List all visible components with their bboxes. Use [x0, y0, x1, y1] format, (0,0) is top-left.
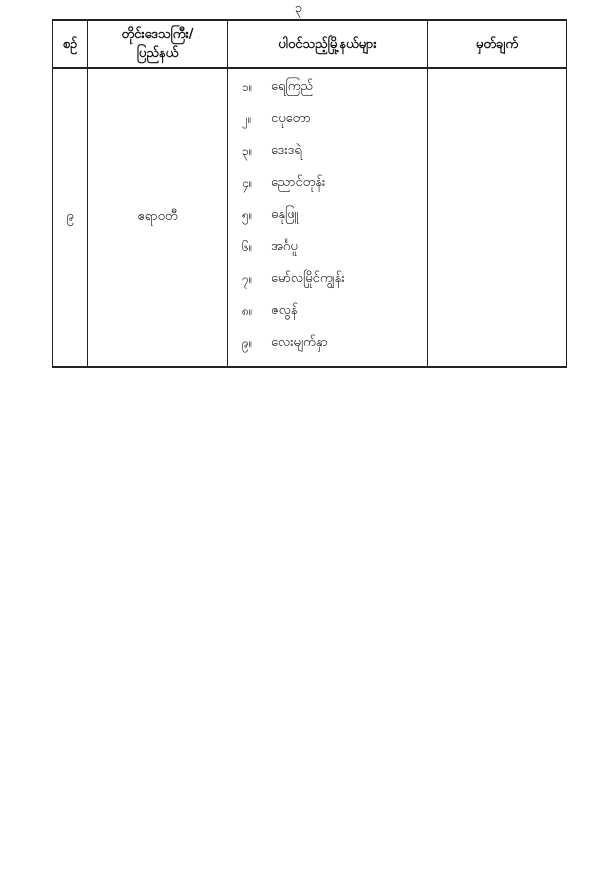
list-item — [228, 76, 427, 108]
township-name: ညောင်တုန်း — [271, 175, 326, 190]
township-number: ၄။ — [242, 176, 253, 190]
township-number: ၇။ — [242, 272, 253, 286]
header-townships: ပါဝင်သည့်မြို့နယ်များ — [228, 20, 428, 68]
header-remarks: မှတ်ချက် — [428, 20, 567, 68]
list-item — [228, 172, 427, 204]
row-region-name: ဧရာဝတီ — [88, 68, 228, 367]
township-name: မော်လမြိုင်ကျွန်း — [271, 271, 345, 286]
row-serial-number: ၉ — [53, 68, 88, 367]
township-number: ၉။ — [242, 336, 253, 350]
list-item — [228, 236, 427, 268]
list-item — [228, 140, 427, 172]
table-body — [53, 68, 567, 367]
row-townships-cell — [228, 68, 428, 367]
header-region: တိုင်းဒေသကြီး/ ပြည်နယ် — [88, 20, 228, 68]
township-name: ရေကြည် — [271, 79, 313, 94]
township-list — [228, 69, 427, 366]
township-number: ၃။ — [242, 144, 253, 158]
table-row — [53, 68, 567, 367]
township-table — [52, 19, 567, 368]
township-number: ၅။ — [242, 208, 253, 222]
township-number: ၈။ — [242, 304, 253, 318]
list-item — [228, 300, 427, 332]
township-name: ငပုတော — [271, 111, 311, 126]
township-name: ဇလွန် — [271, 303, 298, 318]
list-item — [228, 268, 427, 300]
township-number: ၆။ — [242, 240, 253, 254]
header-row — [53, 20, 567, 68]
page-number: ၃ — [294, 1, 303, 16]
list-item — [228, 204, 427, 236]
township-name: ဒေးဒရဲ — [271, 143, 302, 158]
list-item — [228, 108, 427, 140]
township-number: ၂။ — [242, 112, 252, 126]
township-name: အင်္ဂပူ — [271, 239, 298, 254]
township-name: ဓနုဖြူ — [271, 207, 299, 222]
row-remarks — [428, 68, 567, 367]
township-number: ၁။ — [242, 80, 253, 94]
table-header — [53, 20, 567, 68]
header-serial-number: စဉ် — [53, 20, 88, 68]
township-name: လေးမျက်နှာ — [271, 335, 328, 350]
list-item — [228, 332, 427, 364]
